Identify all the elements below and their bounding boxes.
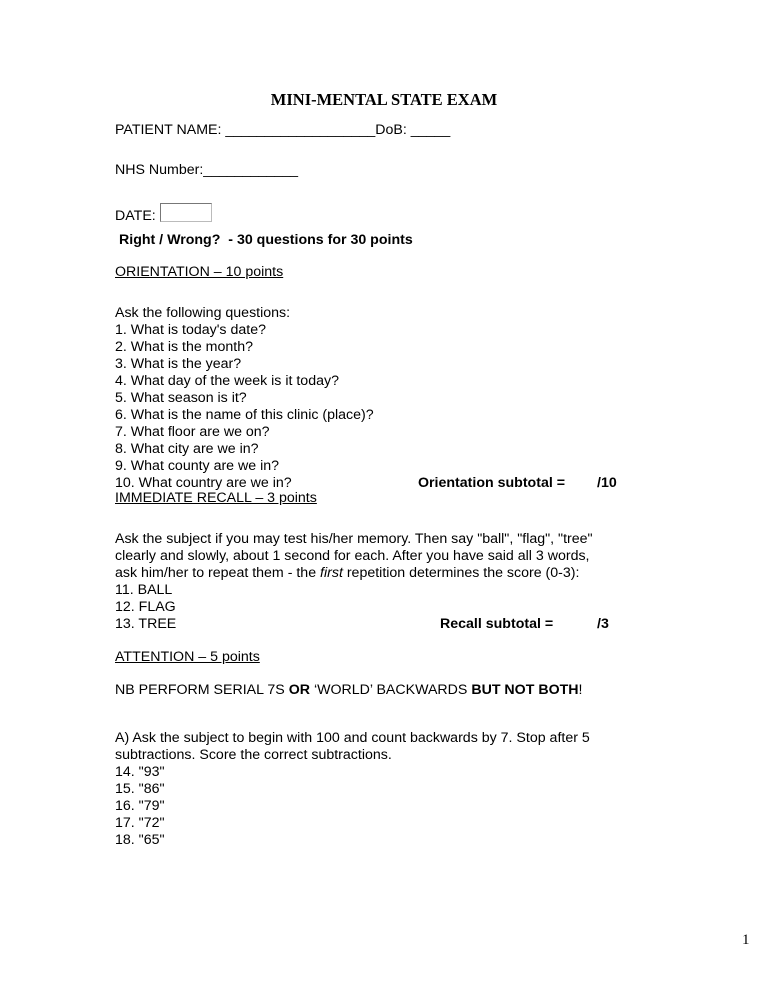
question: 7. What floor are we on? [115,424,270,440]
patient-name-field[interactable]: PATIENT NAME: ___________________DoB: _____ [115,122,451,138]
serial7-item: 17. "72" [115,815,165,831]
date-label: DATE: [115,208,156,224]
recall-items [115,582,176,633]
question: 6. What is the name of this clinic (place)? [115,407,374,423]
question: 10. What country are we in? [115,475,292,491]
text: BUT NOT BOTH [471,682,579,698]
page-title: MINI-MENTAL STATE EXAM [270,90,498,109]
question: 8. What city are we in? [115,441,259,457]
question: 3. What is the year? [115,356,242,372]
question: 9. What county are we in? [115,458,280,474]
page-number: 1 [742,932,750,948]
serial7-instructions-2: subtractions. Score the correct subtractions. [115,747,392,763]
serial7-instructions-1: A) Ask the subject to begin with 100 and count backwards by 7. Stop after 5 [115,730,590,746]
serial7-item: 14. "93" [115,764,165,780]
text: ask him/her to repeat them - the [115,565,321,581]
orientation-subtotal-max: /10 [597,475,617,491]
text: OR [288,682,310,698]
text: ! [578,682,583,698]
recall-item: 13. TREE [115,616,177,632]
date-row [115,203,212,225]
question: 1. What is today's date? [115,322,266,338]
recall-heading: IMMEDIATE RECALL – 3 points [115,490,317,506]
text: NB PERFORM SERIAL 7S [115,682,289,698]
attention-heading: ATTENTION – 5 points [115,649,260,665]
recall-subtotal-label: Recall subtotal = [440,616,554,632]
recall-instructions-1: Ask the subject if you may test his/her memory. Then say "ball", "flag", "tree" [115,531,593,547]
recall-instructions-3 [115,565,579,582]
orientation-questions [115,322,374,492]
serial7-item: 15. "86" [115,781,165,797]
orientation-subtotal-label: Orientation subtotal = [418,475,566,491]
attention-note [115,682,582,699]
nhs-number-field[interactable]: NHS Number:____________ [115,162,298,178]
question: 2. What is the month? [115,339,254,355]
text: repetition determines the score (0-3): [342,565,580,581]
serial7-item: 18. "65" [115,832,165,848]
date-input[interactable] [160,203,212,222]
text: ‘WORLD’ BACKWARDS [310,682,472,698]
orientation-heading: ORIENTATION – 10 points [115,264,284,280]
serial7-items [115,764,165,849]
question: 5. What season is it? [115,390,247,406]
scoring-note: Right / Wrong? - 30 questions for 30 points [119,232,413,248]
orientation-intro: Ask the following questions: [115,305,291,321]
recall-item: 12. FLAG [115,599,176,615]
question: 4. What day of the week is it today? [115,373,339,389]
recall-instructions-2: clearly and slowly, about 1 second for each. After you have said all 3 words, [115,548,590,564]
recall-item: 11. BALL [115,582,173,598]
emphasis-first: first [320,565,343,581]
serial7-item: 16. "79" [115,798,165,814]
recall-subtotal-max: /3 [597,616,609,632]
